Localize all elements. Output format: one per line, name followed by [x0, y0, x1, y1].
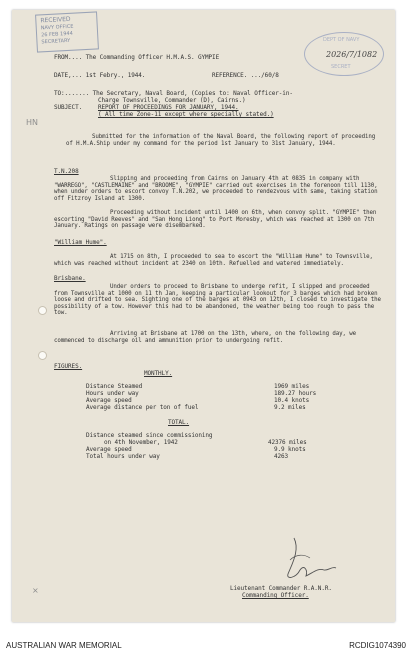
monthly-row-value: 10.4 knots — [274, 397, 310, 404]
total-row-value: 42376 miles — [268, 439, 307, 446]
section-heading: T.N.208 — [54, 168, 79, 175]
signature-scrawl — [274, 530, 344, 590]
footer-source: AUSTRALIAN WAR MEMORIAL — [6, 641, 122, 650]
total-row-label: Average speed — [86, 446, 132, 453]
monthly-row-label: Average speed — [86, 397, 132, 404]
figures-label: FIGURES. — [54, 363, 83, 370]
stamp-text: NAVY OFFICE — [40, 23, 74, 32]
section-heading: Brisbane. — [54, 275, 86, 282]
margin-note: HN — [26, 118, 38, 127]
monthly-row-value: 9.2 miles — [274, 404, 306, 411]
monthly-row-label: Hours under way — [86, 390, 139, 397]
from-line: FROM.... The Commanding Officer H.M.A.S. GYMPIE — [54, 54, 220, 61]
subject-label: SUBJECT. — [54, 104, 83, 111]
received-stamp — [35, 11, 99, 52]
monthly-row-value: 189.27 hours — [274, 390, 317, 397]
total-row-label: Distance steamed since commissioning — [86, 432, 213, 439]
date-line: DATE,... 1st Febry., 1944. — [54, 72, 146, 79]
punch-hole — [38, 351, 47, 360]
stamp-text: SECRETARY — [41, 37, 71, 46]
section-paragraph: At 1715 on 8th, I proceeded to sea to escort the "William Hume" to Townsville, which was reached without incident at 2340 on 10th. Refuelled and watered immediately. — [54, 254, 377, 267]
total-row-label: Total hours under way — [86, 453, 160, 460]
section-heading: "William Hume". — [54, 239, 107, 246]
total-row-label: on 4th November, 1942 — [104, 439, 178, 446]
archive-footer — [0, 628, 412, 654]
section-paragraph: Arriving at Brisbane at 1700 on the 13th, where, on the following day, we commenced to discharge oil and ammunition prior to undergoing refit. — [54, 331, 360, 344]
subject-note: ( All time Zone-11 except where specially stated.) — [98, 111, 274, 118]
total-row-value: 9.9 knots — [274, 446, 306, 453]
monthly-row-label: Average distance per ton of fuel — [86, 404, 199, 411]
monthly-row-label: Distance Steamed — [86, 383, 143, 390]
stamp-text: 26 FEB 1944 — [40, 30, 73, 39]
stamp-text: RECEIVED — [40, 15, 71, 25]
document-page — [12, 10, 395, 622]
pencil-mark: × — [32, 586, 39, 595]
punch-hole — [38, 306, 47, 315]
reference-line: REFERENCE. .../60/8 — [212, 72, 279, 79]
total-row-value: 4263 — [274, 453, 289, 460]
oval-stamp-top: DEPT OF NAVY — [323, 37, 360, 43]
monthly-row-value: 1969 miles — [274, 383, 310, 390]
to-line: TO:....... The Secretary, Naval Board, (Copies to: Naval Officer-in- — [54, 90, 293, 97]
oval-stamp-bottom: SECRET — [331, 64, 351, 70]
subject-text: REPORT OF PROCEEDINGS FOR JANUARY, 1944. — [98, 104, 239, 111]
section-paragraph: Slipping and proceeding from Cairns on January 4th at 0835 in company with "WARREGO", "CASTLEMAINE" and "BROOME", "GYMPIE" carried out exercises in the forenoon till 1130, when under orders to escort convoy T.N.202, we proceeded to rendezvous with same, taking station off Fitzroy Island at 1300. — [54, 176, 381, 202]
signature-title: Commanding Officer. — [242, 592, 309, 599]
file-number: 2026/7/1082 — [326, 50, 378, 59]
section-paragraph: Proceeding without incident until 1400 on 6th, when convoy split. "GYMPIE" then escorting "David Reeves" and "San Hong Liong" to Port Moresby, which was reached at 1300 on 7th January. Ratings on passage were disembarked. — [54, 210, 380, 230]
footer-id: RCDIG1074390 — [349, 641, 406, 650]
signature-rank: Lieutenant Commander R.A.N.R. — [230, 585, 332, 592]
intro-paragraph: Submitted for the information of the Naval Board, the following report of proceeding of H.M.A.Ship under my command for the period 1st January to 31st January, 1944. — [66, 134, 379, 147]
section-paragraph: Under orders to proceed to Brisbane to underge refit, I slipped and proceeded from Townsville at 1000 on 11 th Jan, keeping a particular lookout for 3 barges which had broken loose and drifted to sea. Sighting one of the barges at 0943 on 12th, I closed to investigate the possibility of a tow. However this had to be abandoned, the weather being too rough to pass the tow. — [54, 284, 385, 317]
to-line-2: Charge Townsville, Commander (D), Cairns.) — [98, 97, 246, 104]
monthly-label: MONTHLY. — [144, 370, 173, 377]
total-label: TOTAL. — [168, 419, 190, 426]
